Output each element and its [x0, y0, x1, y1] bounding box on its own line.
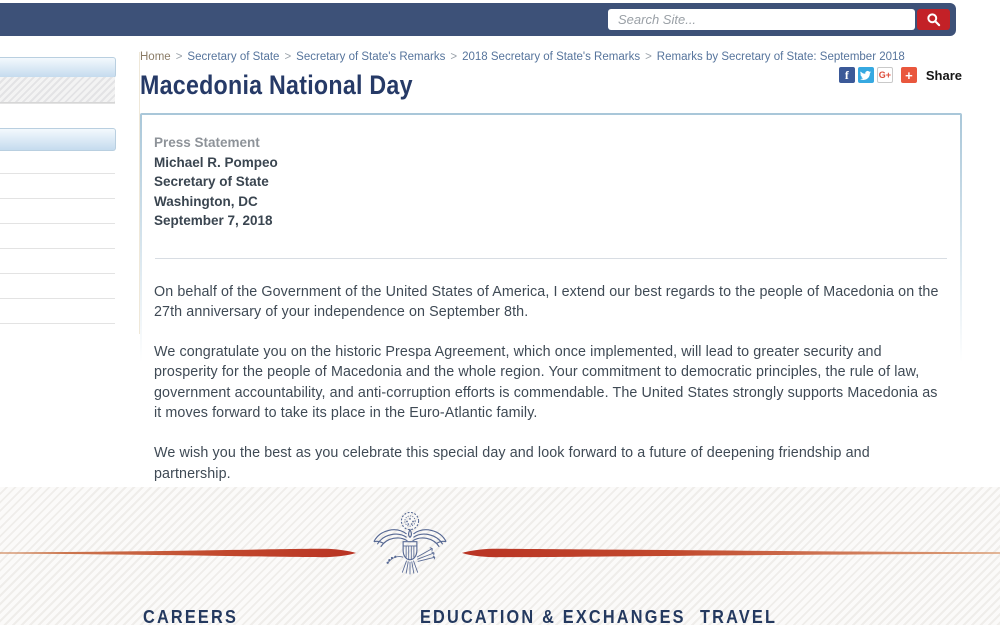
- breadcrumb-current-page: Remarks by Secretary of State: September 2018: [656, 51, 905, 63]
- sidebar-section-header[interactable]: [0, 128, 116, 151]
- breadcrumb-link-secretary[interactable]: Secretary of State: [187, 51, 280, 63]
- sidebar-item-divider: [0, 198, 115, 199]
- sidebar-item-divider: [0, 223, 115, 224]
- statement-author: Michael R. Pompeo: [154, 154, 278, 170]
- sidebar-item-divider: [0, 173, 115, 174]
- sidebar-item-divider: [0, 103, 115, 104]
- sidebar-item-divider: [0, 298, 115, 299]
- statement-date: September 7, 2018: [154, 213, 273, 228]
- sidebar-item-divider: [0, 323, 115, 324]
- sidebar-item-divider: [0, 273, 115, 274]
- top-search-bar: [0, 3, 956, 36]
- footer-heading-education[interactable]: EDUCATION & EXCHANGES: [420, 606, 686, 625]
- breadcrumb-separator: >: [284, 51, 292, 63]
- twitter-icon[interactable]: [858, 67, 874, 83]
- breadcrumb-separator: >: [645, 51, 652, 63]
- press-statement-box: [140, 113, 962, 505]
- sidebar-section-header[interactable]: [0, 57, 116, 78]
- breadcrumb-link-home[interactable]: Home: [140, 51, 171, 63]
- great-seal-eagle-icon: [367, 508, 453, 596]
- breadcrumb-link-2018-remarks[interactable]: 2018 Secretary of State's Remarks: [462, 51, 641, 63]
- statement-divider: [155, 258, 947, 259]
- statement-paragraph: We wish you the best as you celebrate this special day and look forward to a future of deepening friendship and partnership.: [154, 445, 870, 482]
- search-button[interactable]: [917, 9, 950, 30]
- breadcrumb-separator: >: [450, 51, 458, 63]
- breadcrumb-link-remarks[interactable]: Secretary of State's Remarks: [296, 51, 446, 63]
- main-content: [140, 50, 962, 505]
- statement-location: Washington, DC: [154, 193, 258, 209]
- share-toolbar: [839, 67, 962, 83]
- page-title: Macedonia National Day: [140, 70, 413, 100]
- sidebar-texture-panel: [0, 77, 115, 103]
- footer-heading-careers[interactable]: CAREERS: [143, 606, 239, 625]
- addthis-icon[interactable]: +: [901, 67, 917, 83]
- search-input[interactable]: [608, 9, 915, 30]
- share-label[interactable]: Share: [925, 67, 962, 83]
- statement-type: Press Statement: [154, 135, 260, 150]
- magnifier-icon: [926, 12, 941, 27]
- breadcrumb: [140, 50, 962, 64]
- footer-heading-travel[interactable]: TRAVEL: [700, 606, 778, 625]
- footer-red-ornament: [0, 543, 1000, 563]
- breadcrumb-separator: >: [175, 51, 183, 63]
- statement-paragraph: On behalf of the Government of the United States of America, I extend our best regards to the people of Macedonia on the 27th anniversary of your independence on September 8th.: [154, 283, 939, 320]
- statement-author-title: Secretary of State: [154, 174, 269, 189]
- sidebar-item-divider: [0, 248, 115, 249]
- statement-paragraph: We congratulate you on the historic Prespa Agreement, which once implemented, will lead to greater security and prosperity for the people of Macedonia and the whole region. Your commitment to democratic principles, the rule of law, government accountability, and anti-corruption efforts is commendable. The United States strongly supports Macedonia as it moves forward to take its place in the Euro-Atlantic family.: [154, 344, 938, 421]
- googleplus-icon[interactable]: G+: [877, 67, 893, 83]
- facebook-icon[interactable]: f: [839, 67, 855, 83]
